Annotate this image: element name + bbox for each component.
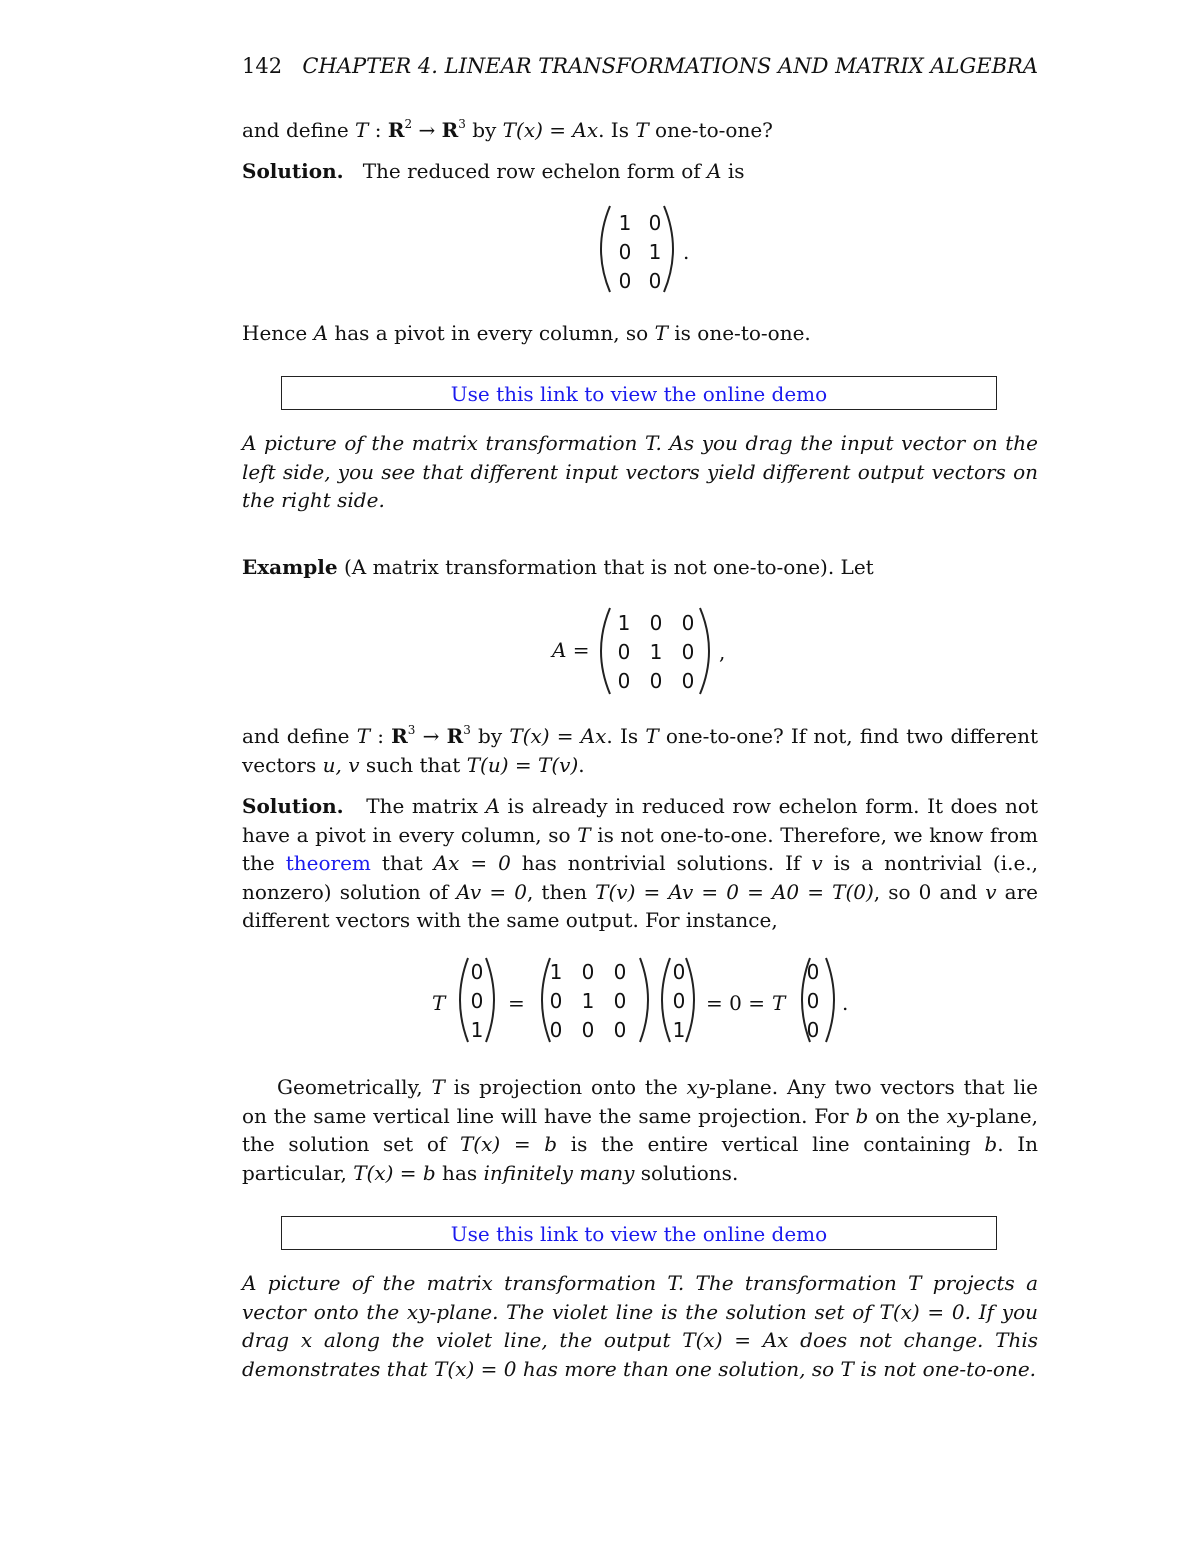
running-header [242,54,1038,84]
solution-1-intro: Solution. The reduced row echelon form of A is [242,159,745,183]
eq-T-left: T [432,991,446,1015]
theorem-link[interactable]: theorem [285,851,371,875]
example-question: and define T : $R^3 \to R^3$ by T(x) = Ax. Is T one-to-one? If not, find two different vectors u, v such that T(u) = T(v). [242,723,1039,777]
eq-matrix: 1 0 0 0 1 0 0 0 0 [549,960,627,1042]
chapter-title: CHAPTER 4. LINEAR TRANSFORMATIONS AND MATRIX ALGEBRA [302,54,1038,78]
matrix-1-cells: 1 0 0 1 0 0 [618,211,662,293]
pivot-conclusion: Hence A has a pivot in every column, so T is one-to-one. [242,321,811,345]
eq-vector-2: 0 0 1 [672,960,686,1042]
demo-caption-1: A picture of the matrix transformation T. As you drag the input vector on the left side, you see that different input vectors yield different output vectors on the right side. [242,431,1039,512]
online-demo-link-1[interactable]: Use this link to view the online demo [450,382,828,406]
solution-2-paragraph: Solution. The matrix A is already in reduced row echelon form. It does not have a pivot in every column, so T is not one-to-one. Therefore, we know from the theorem that Ax = 0 has nontrivial solutions. If v is a nontrivial (i.e., nonzero) solution of Av = 0, then T(v) = Av = 0 = A0 = T(0), so 0 and v are different vectors with the same output. For instance, [242,794,1039,932]
demo-link-box-1[interactable] [281,376,997,410]
eq-vector-3: 0 0 0 [806,960,820,1042]
geometric-explanation: Geometrically, T is projection onto the xy-plane. Any two vectors that lie on the same vertical line will have the same projection. For b on the xy-plane, the solution set of T(x) = b is the entire vertical line containing b. In particular, T(x) = b has infinitely many solutions. [242,1075,1039,1185]
eq-period: . [842,991,849,1015]
eq-equals-1: = [508,991,525,1015]
page-number: 142 [242,54,283,78]
matrix-2-comma: , [719,640,726,664]
demo-link-box-2[interactable] [281,1216,997,1250]
matrix-1-period: . [683,240,690,264]
online-demo-link-2[interactable]: Use this link to view the online demo [450,1222,828,1246]
intro-definition: and define T : $R^2 \to R^3$ by T(x) = Ax. Is T one-to-one? [242,117,773,142]
matrix-2-lhs: A = [552,638,590,662]
eq-equals-zero: = 0 = [706,991,765,1015]
matrix-2-cells: 1 0 0 0 1 0 0 0 0 [617,611,695,693]
demo-caption-2: A picture of the matrix transformation T. The transformation T projects a vector onto the xy-plane. The violet line is the solution set of T(x) = 0. If you drag x along the violet line, the output T(x) = Ax does not change. This demonstrates that T(x) = 0 has more than one solution, so T is not one-to-one. [242,1271,1038,1381]
example-heading: Example (A matrix transformation that is not one-to-one). Let [242,555,874,579]
eq-vector-1: 0 0 1 [470,960,484,1042]
eq-T-right: T [772,991,786,1015]
